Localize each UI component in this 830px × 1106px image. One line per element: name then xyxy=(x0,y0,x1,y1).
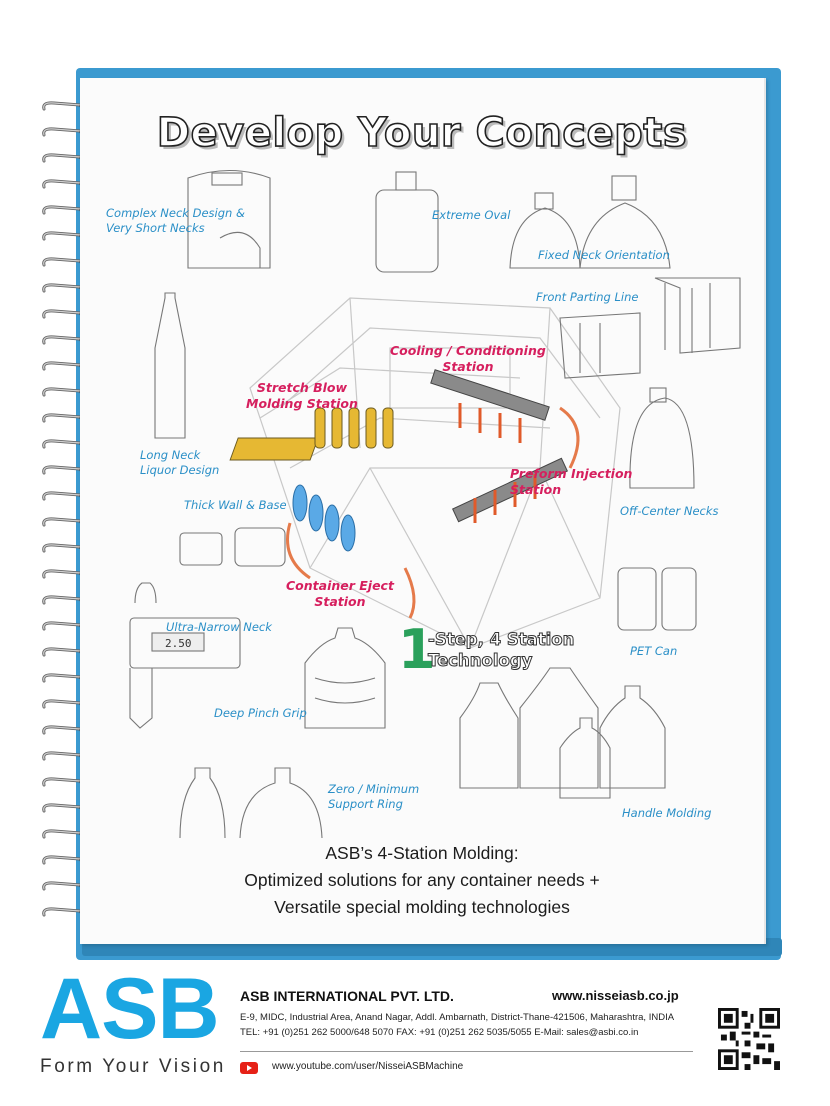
label-handle-molding: Handle Molding xyxy=(622,806,712,820)
label-eject-station: Container Eject Station xyxy=(286,578,394,609)
qr-code-icon xyxy=(718,1008,780,1070)
company-address xyxy=(240,1010,674,1040)
one-step-line2: Technology xyxy=(428,651,533,670)
notebook-page xyxy=(80,78,766,944)
one-step-digit: 1 xyxy=(398,618,436,681)
label-extreme-oval: Extreme Oval xyxy=(432,208,511,222)
footer xyxy=(0,961,830,1106)
label-front-parting: Front Parting Line xyxy=(536,290,639,304)
page-title: Develop Your Concepts xyxy=(156,110,688,156)
label-off-center: Off-Center Necks xyxy=(620,504,719,518)
contact-line: TEL: +91 (0)251 262 5000/648 5070 FAX: +91 (0)251 262 5035/5055 E-Mail: sales@asbi.co.in xyxy=(240,1027,639,1038)
label-long-neck: Long Neck Liquor Design xyxy=(140,448,220,477)
one-step-badge xyxy=(398,618,608,684)
label-thick-wall: Thick Wall & Base xyxy=(184,498,287,512)
tagline-line3: Versatile special molding technologies xyxy=(274,897,570,917)
label-fixed-neck: Fixed Neck Orientation xyxy=(538,248,670,262)
company-name: ASB INTERNATIONAL PVT. LTD. xyxy=(240,988,454,1004)
address-line: E-9, MIDC, Industrial Area, Anand Nagar, Addl. Ambarnath, District-Thane-421506, Maharashtra, INDIA xyxy=(240,1012,675,1023)
footer-divider xyxy=(240,1051,693,1052)
website-link[interactable]: www.nisseiasb.co.jp xyxy=(552,988,679,1003)
label-zero-support: Zero / Minimum Support Ring xyxy=(328,782,420,811)
label-complex-neck: Complex Neck Design & Very Short Necks xyxy=(106,206,245,235)
label-stretch-blow-station: Stretch Blow Molding Station xyxy=(246,380,358,411)
slogan: Form Your Vision xyxy=(40,1056,226,1077)
youtube-icon[interactable] xyxy=(240,1062,258,1074)
label-cooling-station: Cooling / Conditioning Station xyxy=(390,343,546,374)
tagline-line2: Optimized solutions for any container needs + xyxy=(244,870,600,890)
label-ultra-narrow: Ultra-Narrow Neck xyxy=(166,620,272,634)
caliper-reading: 2.50 xyxy=(165,637,192,650)
label-preform-station: Preform Injection Station xyxy=(510,466,633,497)
label-pet-can: PET Can xyxy=(630,644,678,658)
tagline xyxy=(80,840,764,921)
asb-logo: ASB xyxy=(40,961,219,1057)
tagline-line1: ASB’s 4-Station Molding: xyxy=(325,843,519,863)
one-step-line1: -Step, 4 Station xyxy=(428,630,575,649)
label-deep-pinch: Deep Pinch Grip xyxy=(214,706,307,720)
youtube-link[interactable]: www.youtube.com/user/NisseiASBMachine xyxy=(272,1061,464,1072)
